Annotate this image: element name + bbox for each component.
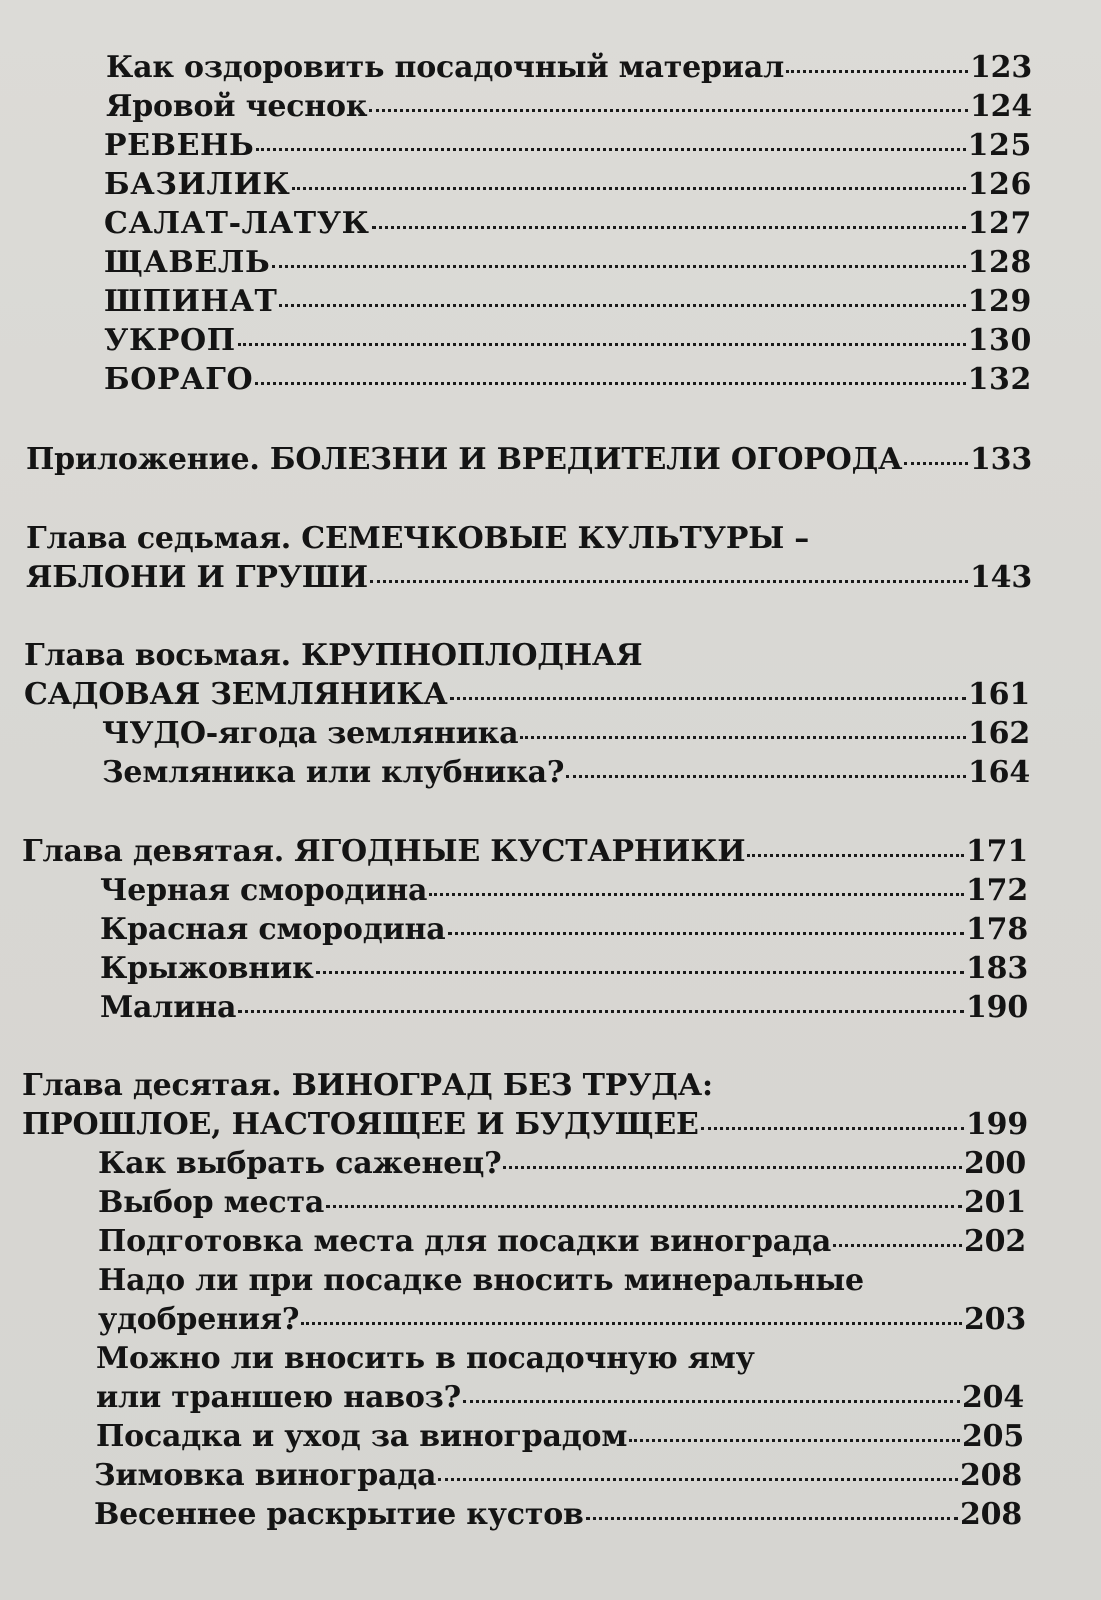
dot-leader: [747, 854, 964, 857]
dot-leader: [786, 70, 968, 73]
toc-entry-page: 130: [967, 323, 1032, 358]
toc-entry-title: удобрения?: [98, 1302, 300, 1337]
toc-entry-title: САДОВАЯ ЗЕМЛЯНИКА: [24, 677, 448, 712]
toc-entry-title: Глава десятая. ВИНОГРАД БЕЗ ТРУДА:: [22, 1068, 713, 1103]
toc-entry-title: РЕВЕНЬ: [104, 128, 255, 163]
toc-entry: [98, 1222, 1026, 1262]
toc-chapter-entry: [26, 558, 1032, 598]
toc-entry: [98, 1261, 1026, 1301]
toc-entry: [104, 282, 1032, 322]
toc-entry: [100, 910, 1028, 950]
dot-leader: [255, 382, 965, 385]
toc-chapter-entry: [22, 1105, 1028, 1145]
toc-entry-title: Глава седьмая. СЕМЕЧКОВЫЕ КУЛЬТУРЫ –: [26, 521, 810, 556]
toc-entry-title: Как выбрать саженец?: [98, 1146, 502, 1181]
toc-entry-title: САЛАТ-ЛАТУК: [104, 206, 370, 241]
dot-leader: [372, 226, 966, 229]
toc-entry: [100, 988, 1028, 1028]
toc-entry-title: УКРОП: [104, 323, 236, 358]
toc-entry-title: ЯБЛОНИ И ГРУШИ: [26, 560, 368, 595]
dot-leader: [316, 971, 964, 974]
toc-entry: [104, 360, 1032, 400]
dot-leader: [586, 1517, 958, 1520]
toc-entry-page: 200: [963, 1146, 1026, 1181]
toc-entry-title: ПРОШЛОЕ, НАСТОЯЩЕЕ И БУДУЩЕЕ: [22, 1107, 699, 1142]
toc-entry-title: Весеннее раскрытие кустов: [94, 1497, 584, 1532]
toc-entry-title: Черная смородина: [100, 873, 428, 908]
toc-entry-title: Малина: [100, 990, 237, 1025]
dot-leader: [463, 1400, 960, 1403]
dot-leader: [520, 736, 966, 739]
toc-entry-title: БОРАГО: [104, 362, 254, 397]
toc-entry: [106, 87, 1032, 127]
toc-chapter-entry: [22, 1066, 1028, 1106]
toc-entry: [96, 1417, 1024, 1457]
toc-entry: [104, 165, 1032, 205]
toc-entry-page: 128: [967, 245, 1032, 280]
toc-entry-title: Как оздоровить посадочный материал: [106, 50, 785, 85]
toc-entry-page: 164: [967, 755, 1030, 790]
toc-entry: [98, 1144, 1026, 1184]
toc-entry-title: Выбор места: [98, 1185, 325, 1220]
dot-leader: [429, 893, 964, 896]
dot-leader: [301, 1322, 962, 1325]
toc-entry-page: 162: [967, 716, 1030, 751]
dot-leader: [370, 580, 968, 583]
toc-entry-title: или траншею навоз?: [96, 1380, 461, 1415]
toc-chapter-entry: [26, 519, 1032, 559]
toc-entry: [104, 204, 1032, 244]
toc-entry-title: Крыжовник: [100, 951, 314, 986]
toc-entry-title: Земляника или клубника?: [102, 755, 565, 790]
toc-entry-page: 199: [965, 1107, 1028, 1142]
toc-entry: [96, 1378, 1024, 1418]
toc-entry-page: 202: [963, 1224, 1026, 1259]
toc-entry: [102, 714, 1030, 754]
toc-entry-title: Зимовка винограда: [94, 1458, 437, 1493]
toc-entry: [94, 1456, 1022, 1496]
toc-entry-title: Можно ли вносить в посадочную яму: [96, 1341, 755, 1376]
dot-leader: [292, 187, 965, 190]
toc-entry: [104, 321, 1032, 361]
dot-leader: [450, 697, 966, 700]
toc-entry: [102, 753, 1030, 793]
toc-entry-title: Надо ли при посадке вносить минеральные: [98, 1263, 864, 1298]
toc-entry-page: 205: [961, 1419, 1024, 1454]
dot-leader: [833, 1244, 962, 1247]
toc-entry-page: 126: [967, 167, 1032, 202]
toc-entry-title: Глава восьмая. КРУПНОПЛОДНАЯ: [24, 638, 643, 673]
dot-leader: [256, 148, 965, 151]
toc-entry: [96, 1339, 1024, 1379]
toc-entry-page: 208: [959, 1497, 1022, 1532]
dot-leader: [448, 932, 964, 935]
toc-entry-title: БАЗИЛИК: [104, 167, 291, 202]
dot-leader: [326, 1205, 962, 1208]
toc-entry: [98, 1300, 1026, 1340]
toc-entry: [100, 949, 1028, 989]
toc-entry-page: 143: [969, 560, 1032, 595]
toc-entry-title: Красная смородина: [100, 912, 446, 947]
toc-entry: [104, 243, 1032, 283]
dot-leader: [272, 265, 965, 268]
toc-entry-page: 172: [965, 873, 1028, 908]
toc-entry-page: 123: [969, 50, 1032, 85]
toc-entry-title: Приложение. БОЛЕЗНИ И ВРЕДИТЕЛИ ОГОРОДА: [26, 442, 903, 477]
toc-chapter-entry: [26, 440, 1032, 480]
toc-entry-page: 178: [965, 912, 1028, 947]
toc-entry: [104, 126, 1032, 166]
toc-entry-title: Подготовка места для посадки винограда: [98, 1224, 832, 1259]
toc-entry-page: 127: [967, 206, 1032, 241]
toc-entry-page: 171: [965, 834, 1028, 869]
toc-entry-page: 161: [967, 677, 1030, 712]
dot-leader: [238, 1010, 964, 1013]
toc-entry-page: 203: [963, 1302, 1026, 1337]
toc-entry-page: 124: [969, 89, 1032, 124]
toc-entry-page: 133: [969, 442, 1032, 477]
toc-entry-page: 208: [959, 1458, 1022, 1493]
toc-chapter-entry: [24, 636, 1030, 676]
dot-leader: [238, 343, 966, 346]
toc-entry-title: ШПИНАТ: [104, 284, 278, 319]
toc-entry-title: Посадка и уход за виноградом: [96, 1419, 628, 1454]
dot-leader: [629, 1439, 960, 1442]
toc-entry: [106, 48, 1032, 88]
toc-entry-page: 201: [963, 1185, 1026, 1220]
dot-leader: [701, 1127, 964, 1130]
toc-entry-title: ЧУДО-ягода земляника: [102, 716, 519, 751]
toc-entry-page: 125: [967, 128, 1032, 163]
toc-entry-page: 190: [965, 990, 1028, 1025]
toc-entry-title: ЩАВЕЛЬ: [104, 245, 271, 280]
toc-entry-page: 183: [965, 951, 1028, 986]
dot-leader: [369, 109, 968, 112]
toc-entry-title: Яровой чеснок: [106, 89, 368, 124]
dot-leader: [503, 1166, 962, 1169]
toc-entry-page: 204: [961, 1380, 1024, 1415]
dot-leader: [566, 775, 966, 778]
toc-entry-page: 129: [967, 284, 1032, 319]
toc-entry: [98, 1183, 1026, 1223]
toc-chapter-entry: [22, 832, 1028, 872]
toc-entry-page: 132: [967, 362, 1032, 397]
toc-entry: [100, 871, 1028, 911]
toc-chapter-entry: [24, 675, 1030, 715]
dot-leader: [438, 1478, 958, 1481]
dot-leader: [279, 304, 965, 307]
toc-entry: [94, 1495, 1022, 1535]
toc-entry-title: Глава девятая. ЯГОДНЫЕ КУСТАРНИКИ: [22, 834, 746, 869]
dot-leader: [904, 462, 968, 465]
